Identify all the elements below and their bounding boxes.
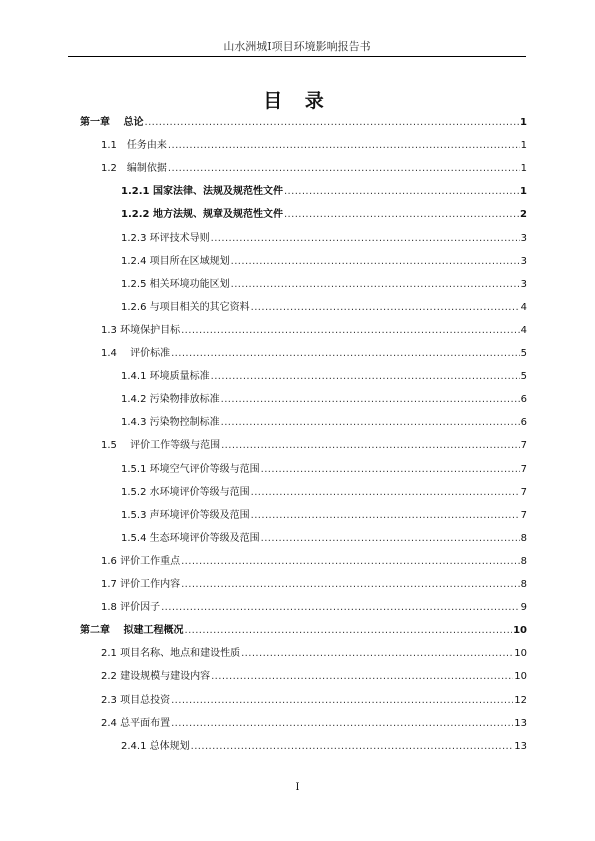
toc-entry[interactable] <box>101 666 527 682</box>
toc-entry[interactable] <box>101 135 527 151</box>
toc-entry[interactable] <box>101 574 527 590</box>
toc-entry[interactable] <box>121 389 527 405</box>
toc-entry[interactable] <box>80 112 527 128</box>
toc-entry-page: 5 <box>520 348 527 359</box>
toc-leader-dots <box>184 625 512 636</box>
toc-entry[interactable] <box>101 551 527 567</box>
toc-entry-label: 1.4.1 环境质量标准 <box>121 371 210 383</box>
toc-entry-label: 2.4.1 总体规划 <box>121 740 190 752</box>
toc-entry[interactable] <box>121 482 527 498</box>
toc-leader-dots <box>261 464 520 475</box>
toc-entry[interactable] <box>121 251 527 267</box>
toc-entry-label: 1.8 评价因子 <box>101 602 161 614</box>
toc-entry-page: 9 <box>520 602 527 614</box>
toc-leader-dots <box>231 279 520 290</box>
toc-entry[interactable] <box>121 204 527 220</box>
toc-entry-page: 1 <box>520 163 527 175</box>
toc-entry[interactable] <box>101 435 527 451</box>
toc-leader-dots <box>284 209 519 220</box>
toc-entry-page: 8 <box>520 555 527 567</box>
toc-leader-dots <box>231 256 520 267</box>
page-number: I <box>295 782 300 793</box>
running-header: 山水洲城Ⅰ项目环境影响报告书 <box>223 40 371 53</box>
toc-entry[interactable] <box>121 459 527 475</box>
toc-entry[interactable] <box>101 690 527 706</box>
toc-leader-dots <box>284 186 519 197</box>
toc-entry[interactable] <box>101 713 527 729</box>
toc-entry-label: 1.2.6 与项目相关的其它资料 <box>121 301 250 313</box>
toc-entry-page: 1 <box>520 117 527 128</box>
toc-entry-label: 1.2.2 地方法规、规章及规范性文件 <box>121 209 283 221</box>
toc-entry-label: 1.5.3 声环境评价等级及范围 <box>121 509 250 521</box>
toc-entry-label: 1.2.4 项目所在区域规划 <box>121 255 230 267</box>
toc-leader-dots <box>144 117 519 128</box>
toc-entry-page: 2 <box>520 209 527 221</box>
toc-entry[interactable] <box>101 158 527 174</box>
toc-entry-label: 1.5.2 水环境评价等级与范围 <box>121 486 250 498</box>
toc-leader-dots <box>161 602 520 613</box>
toc-entry-label: 1.2.3 环评技术导则 <box>121 232 210 244</box>
toc-entry-label: 第一章 总论 <box>80 117 144 128</box>
toc-entry-label: 1.2 编制依据 <box>101 163 167 175</box>
toc-leader-dots <box>181 556 520 567</box>
toc-entry-label: 1.4.3 污染物控制标准 <box>121 417 220 429</box>
toc-entry[interactable] <box>121 297 527 313</box>
toc-leader-dots <box>261 533 520 544</box>
toc-leader-dots <box>168 163 520 174</box>
toc-entry[interactable] <box>121 736 527 752</box>
toc-entry[interactable] <box>101 597 527 613</box>
toc-entry-page: 13 <box>514 717 527 729</box>
toc-leader-dots <box>221 394 520 405</box>
toc-entry-label: 2.2 建设规模与建设内容 <box>101 671 211 683</box>
toc-entry-page: 13 <box>514 740 527 752</box>
toc-leader-dots <box>221 417 520 428</box>
toc-leader-dots <box>251 302 520 313</box>
toc-entry[interactable] <box>101 343 527 359</box>
toc-entry-page: 4 <box>520 324 527 336</box>
toc-entry[interactable] <box>121 412 527 428</box>
toc-entry[interactable] <box>121 274 527 290</box>
toc-entry[interactable] <box>121 505 527 521</box>
toc-leader-dots <box>241 648 513 659</box>
toc-leader-dots <box>251 487 520 498</box>
toc-entry[interactable] <box>121 181 527 197</box>
toc-entry-label: 1.5 评价工作等级与范围 <box>101 440 221 452</box>
toc-entry-page: 3 <box>520 232 527 244</box>
toc-entry-page: 5 <box>520 371 527 383</box>
toc-entry-label: 1.1 任务由来 <box>101 140 167 152</box>
page-title: 目 录 <box>263 90 332 112</box>
toc-entry-label: 1.4.2 污染物排放标准 <box>121 394 220 406</box>
toc-entry-page: 7 <box>520 509 527 521</box>
toc-entry-page: 4 <box>520 301 527 313</box>
toc-leader-dots <box>171 695 513 706</box>
header-rule <box>68 56 526 57</box>
toc-entry[interactable] <box>101 320 527 336</box>
toc-entry-label: 第二章 拟建工程概况 <box>80 625 184 637</box>
toc-entry-label: 1.7 评价工作内容 <box>101 579 181 590</box>
toc-entry-page: 6 <box>520 394 527 406</box>
toc-entry-label: 1.2.1 国家法律、法规及规范性文件 <box>121 186 283 198</box>
toc-entry-label: 1.6 评价工作重点 <box>101 555 181 567</box>
toc-leader-dots <box>211 671 513 682</box>
toc-leader-dots <box>251 510 520 521</box>
toc-leader-dots <box>171 348 520 359</box>
toc-entry-label: 2.3 项目总投资 <box>101 694 171 706</box>
toc-leader-dots <box>181 579 520 590</box>
toc-entry-page: 7 <box>520 486 527 498</box>
toc-entry-page: 10 <box>514 648 527 660</box>
toc-entry[interactable] <box>80 620 527 636</box>
toc-leader-dots <box>168 140 520 151</box>
toc-leader-dots <box>181 325 520 336</box>
toc-entry-label: 1.5.4 生态环境评价等级及范围 <box>121 532 260 544</box>
toc-entry-page: 8 <box>520 579 527 590</box>
toc-entry-page: 7 <box>520 440 527 452</box>
toc-entry-page: 7 <box>520 463 527 475</box>
toc-entry-label: 1.2.5 相关环境功能区划 <box>121 278 230 290</box>
toc-entry-label: 1.4 评价标准 <box>101 348 171 359</box>
toc-entry-page: 3 <box>520 255 527 267</box>
toc-leader-dots <box>211 371 520 382</box>
toc-entry[interactable] <box>121 528 527 544</box>
toc-entry-page: 12 <box>514 694 527 706</box>
toc-entry-page: 1 <box>520 140 527 152</box>
toc-entry-page: 1 <box>520 186 527 198</box>
toc-leader-dots <box>191 741 514 752</box>
toc-entry-label: 1.3 环境保护目标 <box>101 324 181 336</box>
toc-leader-dots <box>211 233 520 244</box>
toc-entry-page: 6 <box>520 417 527 429</box>
toc-entry[interactable] <box>121 366 527 382</box>
toc-entry-page: 8 <box>520 532 527 544</box>
toc-entry[interactable] <box>101 643 527 659</box>
toc-entry-page: 10 <box>513 625 527 637</box>
toc-entry[interactable] <box>121 228 527 244</box>
toc-leader-dots <box>171 718 513 729</box>
toc-entry-label: 2.4 总平面布置 <box>101 717 171 729</box>
toc-entry-label: 2.1 项目名称、地点和建设性质 <box>101 648 241 660</box>
toc-entry-page: 10 <box>514 671 527 683</box>
toc-entry-page: 3 <box>520 278 527 290</box>
toc-entry-label: 1.5.1 环境空气评价等级与范围 <box>121 463 260 475</box>
toc-leader-dots <box>221 440 520 451</box>
